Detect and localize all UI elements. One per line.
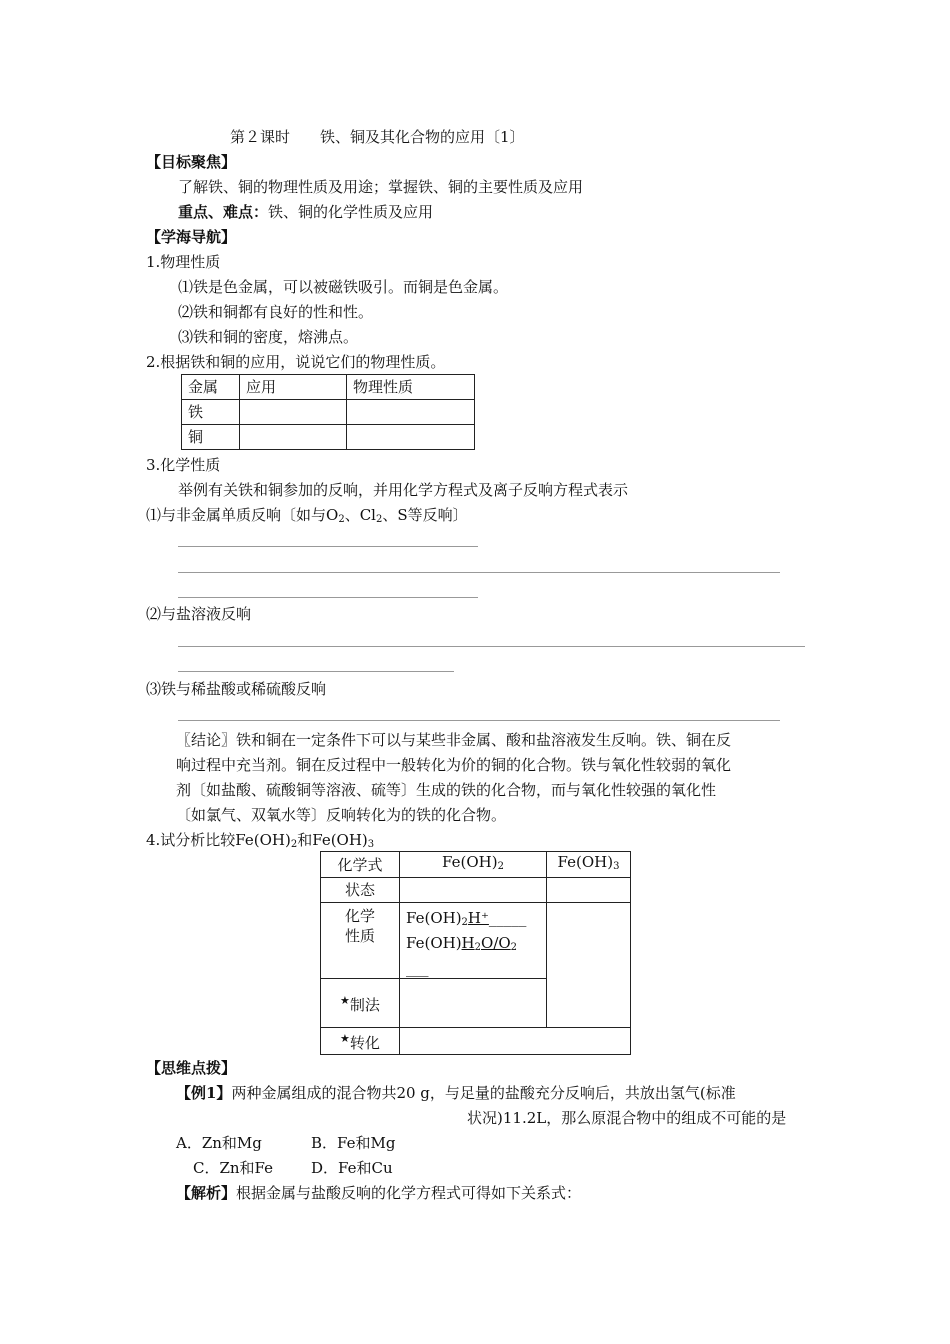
th-use: 应用	[240, 375, 347, 400]
row-copper: 铜	[182, 425, 240, 450]
cell-state-fe2[interactable]	[400, 878, 547, 903]
hydroxide-table	[320, 851, 631, 1055]
example-1-cont: 状况)11.2L，那么原混合物中的组成不可能的是	[467, 1109, 787, 1127]
answer-line[interactable]	[178, 597, 478, 598]
th-metal: 金属	[182, 375, 240, 400]
row-preparation: ★制法	[321, 979, 400, 1028]
q1-title: 1.物理性质	[146, 253, 221, 271]
q4-title: 4.试分析比较$Fe(OH)_2$和$Fe(OH)_3$	[146, 831, 375, 850]
cell-iron-use[interactable]	[240, 400, 347, 425]
cell-copper-use[interactable]	[240, 425, 347, 450]
conclusion-line-2: 响过程中充当剂。铜在反过程中一般转化为价的铜的化合物。铁与氧化性较弱的氧化	[176, 756, 732, 774]
answer-line[interactable]	[178, 720, 780, 721]
q2-title: 2.根据铁和铜的应用，说说它们的物理性质。	[146, 353, 446, 371]
option-d[interactable]: D．Fe和Cu	[311, 1159, 393, 1177]
cell-prep-fe2[interactable]	[400, 979, 547, 1028]
q1-item-2: ⑵铁和铜都有良好的性和性。	[178, 303, 374, 321]
conclusion-line-3: 剂〔如盐酸、硫酸铜等溶液、硫等〕生成的铁的化合物，而与氧化性较强的氧化性	[176, 781, 717, 799]
cell-chem-fe2[interactable]	[400, 903, 547, 979]
row-state: 状态	[321, 878, 400, 903]
answer-line[interactable]	[178, 546, 478, 547]
goal-text: 了解铁、铜的物理性质及用途；掌握铁、铜的主要性质及应用	[178, 178, 584, 196]
row-chemical: 化学 性质	[321, 903, 400, 979]
page-title: 第２课时 铁、铜及其化合物的应用〔1〕	[230, 128, 525, 146]
section-think: 【思维点拨】	[146, 1059, 237, 1077]
key-points	[178, 202, 433, 222]
q3-sub1: ⑴与非金属单质反响〔如与$O_2$、$Cl_2$、S等反响〕	[146, 506, 468, 525]
q3-intro: 举例有关铁和铜参加的反响，并用化学方程式及离子反响方程式表示	[178, 481, 629, 499]
option-b[interactable]: B．Fe和Mg	[311, 1134, 396, 1152]
row-transformation: ★转化	[321, 1028, 400, 1055]
th-fe-oh-2: $Fe(OH)_2$	[400, 852, 547, 878]
answer-line[interactable]	[178, 671, 454, 672]
cell-copper-property[interactable]	[347, 425, 475, 450]
cell-state-fe3[interactable]	[547, 878, 631, 903]
section-goal: 【目标聚焦】	[146, 153, 237, 171]
q3-title: 3.化学性质	[146, 456, 221, 474]
th-formula: 化学式	[321, 852, 400, 878]
cell-chem-fe3[interactable]	[547, 903, 631, 1028]
section-guide: 【学海导航】	[146, 228, 237, 246]
conclusion-line-1: 〖结论〗铁和铜在一定条件下可以与某些非金属、酸和盐溶液发生反响。铁、铜在反	[176, 731, 732, 749]
option-a[interactable]: A．Zn和Mg	[176, 1134, 262, 1152]
th-property: 物理性质	[347, 375, 475, 400]
conclusion-line-4: 〔如氯气、双氧水等〕反响转化为的铁的化合物。	[176, 806, 507, 824]
answer-line[interactable]	[178, 572, 780, 573]
cell-transformation[interactable]	[400, 1028, 631, 1055]
analysis: 【解析】根据金属与盐酸反响的化学方程式可得如下关系式：	[176, 1184, 582, 1202]
example-1: 【例1】两种金属组成的混合物共20 g，与足量的盐酸充分反响后，共放出氢气(标准	[176, 1084, 736, 1102]
key-text: 铁、铜的化学性质及应用	[268, 203, 434, 221]
option-c[interactable]: C．Zn和Fe	[193, 1159, 274, 1177]
chem-reaction-oxygen: $Fe(OH)H_2O/O_2$ ___	[406, 934, 518, 977]
q3-sub2: ⑵与盐溶液反响	[146, 605, 252, 623]
cell-iron-property[interactable]	[347, 400, 475, 425]
row-iron: 铁	[182, 400, 240, 425]
th-fe-oh-3: $Fe(OH)_3$	[547, 852, 631, 878]
q3-sub3: ⑶铁与稀盐酸或稀硫酸反响	[146, 680, 327, 698]
q1-item-1: ⑴铁是色金属，可以被磁铁吸引。而铜是色金属。	[178, 278, 509, 296]
key-label: 重点、难点：	[178, 203, 269, 221]
q1-item-3: ⑶铁和铜的密度，熔沸点。	[178, 328, 359, 346]
answer-line[interactable]	[178, 646, 805, 647]
chem-reaction-acid: $Fe(OH)_2H^+\_\_\_\_\_$	[406, 909, 527, 928]
properties-table	[181, 374, 475, 450]
